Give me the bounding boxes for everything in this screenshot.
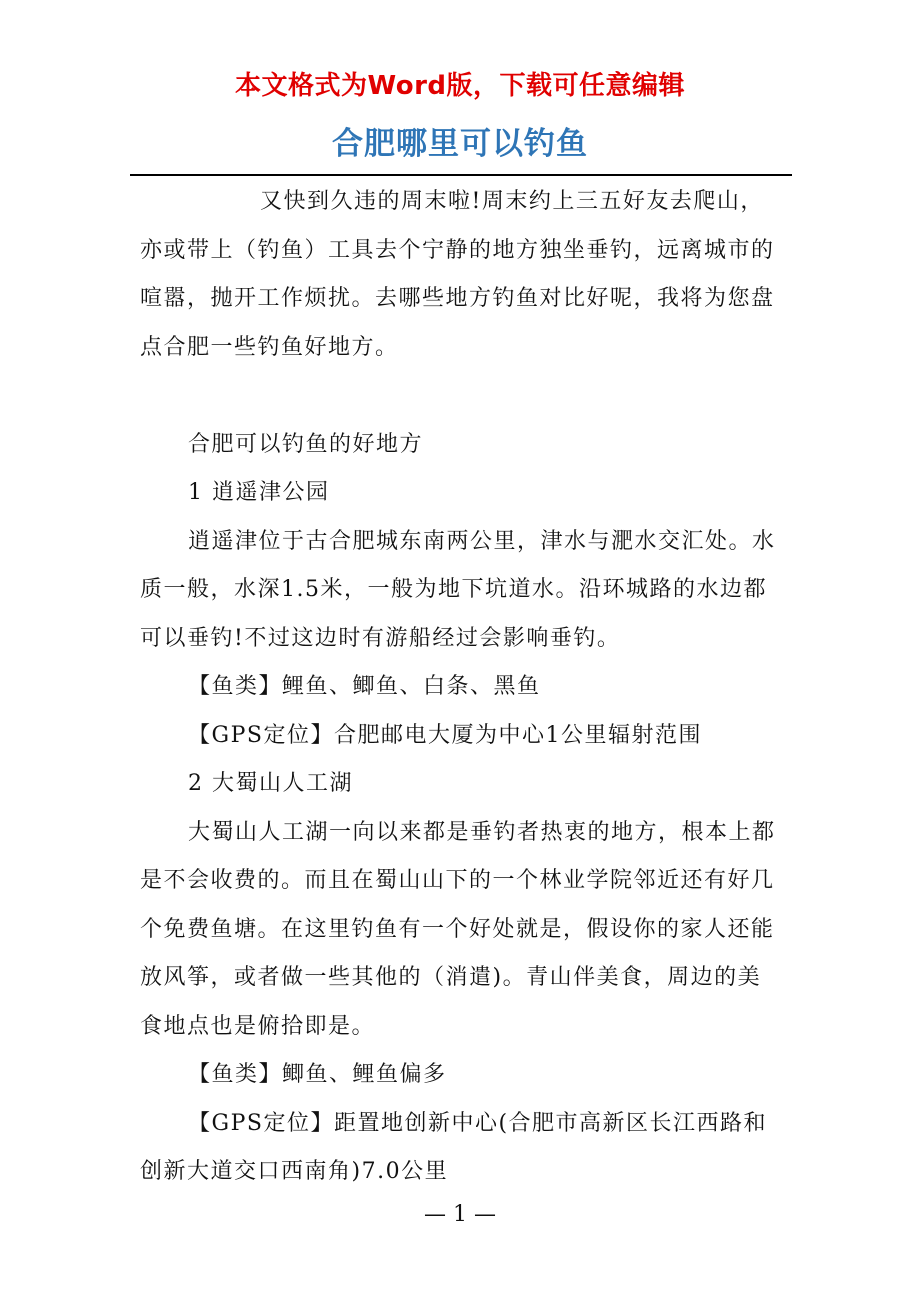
paragraph-spacer [140, 372, 780, 421]
spot-gps-2: 【GPS定位】距置地创新中心(合肥市高新区长江西路和创新大道交口西南角)7.0公里 [140, 1110, 768, 1184]
section-heading: 合肥可以钓鱼的好地方 [188, 431, 424, 457]
spot-name-1: 1 逍遥津公园 [188, 480, 330, 505]
spot-gps-1: 【GPS定位】合肥邮电大厦为中心1公里辐射范围 [188, 722, 702, 748]
document-body [140, 178, 780, 1197]
spot-fish-2: 【鱼类】鲫鱼、鲤鱼偏多 [188, 1062, 447, 1087]
page-number: — 1 — [424, 1202, 496, 1227]
spot-fish-1: 【鱼类】鲤鱼、鲫鱼、白条、黑鱼 [188, 674, 541, 699]
title-divider [130, 174, 792, 176]
format-notice-banner: 本文格式为Word版，下载可任意编辑 [234, 71, 686, 101]
spot-description-2: 大蜀山人工湖一向以来都是垂钓者热衷的地方，根本上都是不会收费的。而且在蜀山山下的一个林业学院邻近还有好几个免费鱼塘。在这里钓鱼有一个好处就是，假设你的家人还能放风筝，或者做一些其他的（消遣)。青山伴美食，周边的美食地点也是俯拾即是。 [140, 819, 776, 1039]
spot-name-2: 2 大蜀山人工湖 [188, 771, 353, 796]
document-title: 合肥哪里可以钓鱼 [332, 126, 588, 162]
spot-description-1: 逍遥津位于古合肥城东南两公里，津水与淝水交汇处。水质一般，水深1.5米，一般为地下坑道水。沿环城路的水边都可以垂钓!不过这边时有游船经过会影响垂钓。 [140, 528, 776, 651]
intro-paragraph: 又快到久违的周末啦!周末约上三五好友去爬山，亦或带上（钓鱼）工具去个宁静的地方独坐垂钓，远离城市的喧嚣，抛开工作烦扰。去哪些地方钓鱼对比好呢，我将为您盘点合肥一些钓鱼好地方。 [140, 189, 775, 360]
